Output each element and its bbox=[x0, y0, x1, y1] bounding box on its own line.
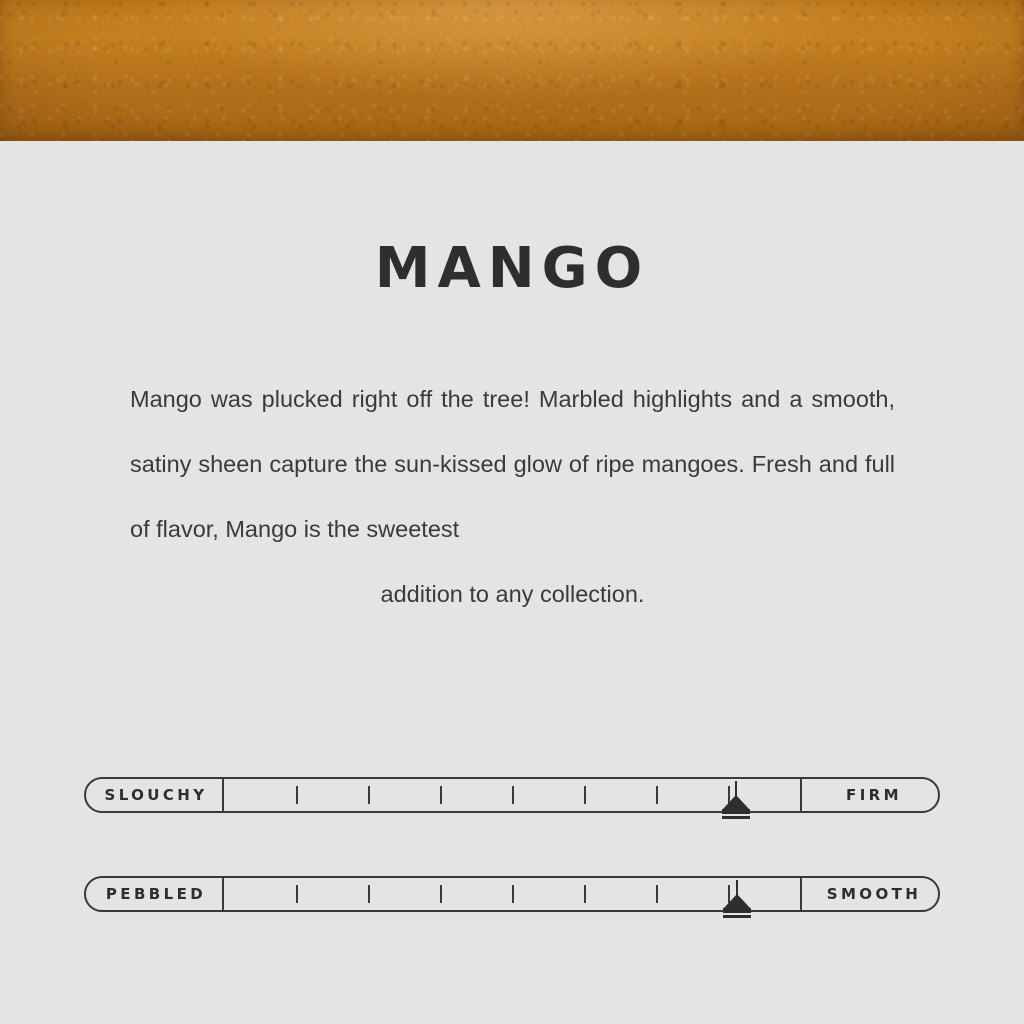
page-title: MANGO bbox=[374, 236, 650, 301]
marker-slot-icon bbox=[722, 814, 750, 816]
attribute-scales bbox=[84, 777, 940, 975]
tick-mark bbox=[296, 885, 298, 903]
leather-swatch-image bbox=[0, 0, 1024, 141]
marker-head-icon bbox=[722, 795, 750, 810]
tick-mark bbox=[656, 786, 658, 804]
texture-scale-right-label: SMOOTH bbox=[800, 876, 940, 912]
structure-scale[interactable] bbox=[84, 777, 940, 813]
texture-scale-left-label: PEBBLED bbox=[84, 876, 224, 912]
marker-slot-icon bbox=[723, 913, 751, 915]
description-line-1: Mango was plucked right off the tree! Marbled highlights and a bbox=[130, 386, 803, 412]
tick-mark bbox=[368, 786, 370, 804]
structure-scale-left-label: SLOUCHY bbox=[84, 777, 224, 813]
tick-mark bbox=[512, 786, 514, 804]
texture-scale-ticks bbox=[224, 876, 800, 912]
tick-mark bbox=[584, 786, 586, 804]
tick-mark bbox=[296, 786, 298, 804]
tick-mark bbox=[440, 885, 442, 903]
tick-mark bbox=[512, 885, 514, 903]
tick-mark bbox=[584, 885, 586, 903]
description-line-2: smooth, satiny sheen capture the sun-kissed glow of ripe bbox=[130, 386, 896, 477]
tick-mark bbox=[656, 885, 658, 903]
swatch-vignette bbox=[0, 0, 1024, 141]
description-line-3: mangoes. Fresh and full of flavor, Mango is the sweetest bbox=[130, 451, 896, 542]
texture-scale[interactable] bbox=[84, 876, 940, 912]
product-description bbox=[130, 367, 895, 627]
structure-scale-right-label: FIRM bbox=[800, 777, 940, 813]
description-line-4: addition to any collection. bbox=[380, 581, 645, 607]
marker-head-icon bbox=[723, 894, 751, 909]
tick-mark bbox=[368, 885, 370, 903]
structure-scale-ticks bbox=[224, 777, 800, 813]
tick-mark bbox=[440, 786, 442, 804]
